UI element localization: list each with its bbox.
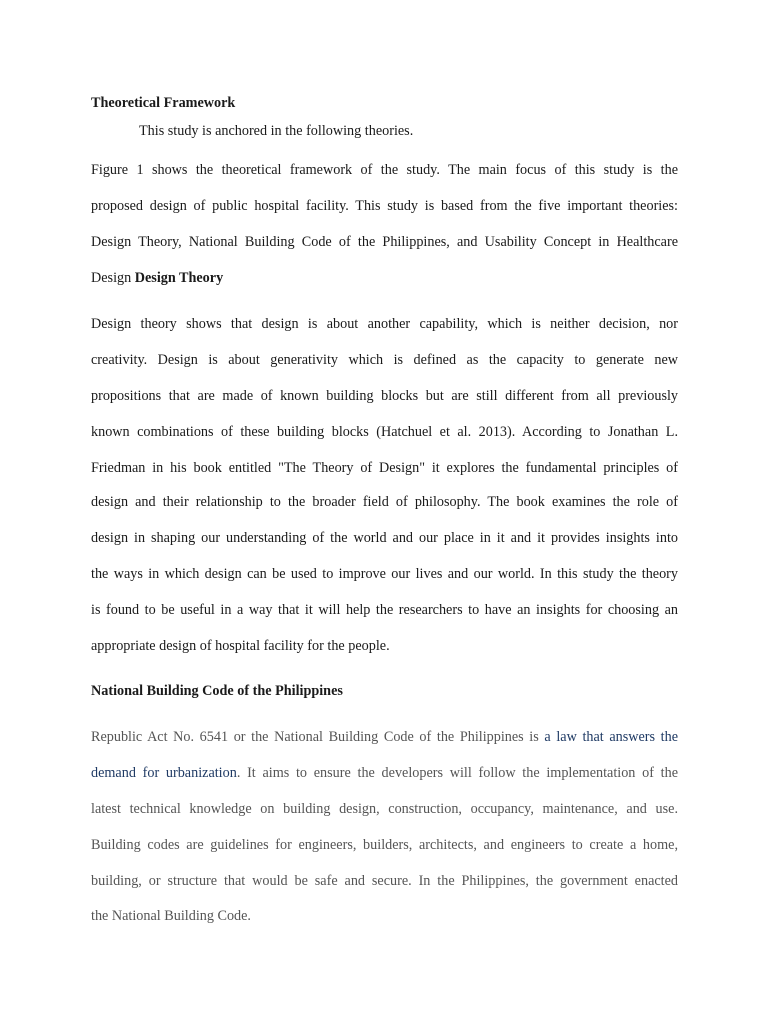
intro-line: This study is anchored in the following theories. (139, 123, 414, 139)
paragraph-line: propositions that are made of known building blocks but are still different from all previously (91, 388, 678, 404)
paragraph-text: Republic Act No. 6541 or the National Building Code of the Philippines is (91, 729, 545, 745)
paragraph-line: is found to be useful in a way that it will help the researchers to have an insights for choosing an (91, 602, 678, 618)
paragraph-line: design in shaping our understanding of the world and our place in it and it provides insights into (91, 530, 678, 546)
hyperlink-text[interactable]: demand for urbanization (91, 765, 237, 781)
paragraph-line: latest technical knowledge on building design, construction, occupancy, maintenance, and use. (91, 801, 678, 817)
paragraph-line: Friedman in his book entitled "The Theory of Design" it explores the fundamental principles of (91, 460, 678, 476)
paragraph-line: building, or structure that would be safe and secure. In the Philippines, the government enacted (91, 873, 678, 889)
paragraph-line: Figure 1 shows the theoretical framework of the study. The main focus of this study is the (91, 162, 678, 178)
paragraph-line: creativity. Design is about generativity which is defined as the capacity to generate new (91, 352, 678, 368)
paragraph-line: Design theory shows that design is about another capability, which is neither decision, nor (91, 316, 678, 332)
paragraph-line (91, 763, 678, 783)
hyperlink-text[interactable]: a law that answers the (544, 729, 678, 745)
heading-design-theory: Design Theory (134, 270, 224, 286)
paragraph-text: Design (91, 270, 135, 286)
paragraph-line: known combinations of these building blocks (Hatchuel et al. 2013). According to Jonathan L. (91, 424, 678, 440)
paragraph-line: design and their relationship to the broader field of philosophy. The book examines the role of (91, 494, 678, 510)
paragraph-line: Design Theory, National Building Code of the Philippines, and Usability Concept in Healthcare (91, 234, 678, 250)
paragraph-text: . It aims to ensure the developers will follow the implementation of the (236, 765, 678, 781)
heading-theoretical-framework: Theoretical Framework (91, 95, 236, 111)
paragraph-line: proposed design of public hospital facility. This study is based from the five important theories: (91, 198, 678, 214)
paragraph-line: the National Building Code. (91, 908, 251, 924)
paragraph-line (91, 727, 678, 747)
paragraph-line: the ways in which design can be used to improve our lives and our world. In this study the theory (91, 566, 678, 582)
paragraph-line: appropriate design of hospital facility for the people. (91, 638, 390, 654)
heading-national-building-code: National Building Code of the Philippines (91, 683, 343, 699)
paragraph-line (91, 268, 678, 288)
paragraph-line: Building codes are guidelines for engineers, builders, architects, and engineers to create a home, (91, 837, 678, 853)
